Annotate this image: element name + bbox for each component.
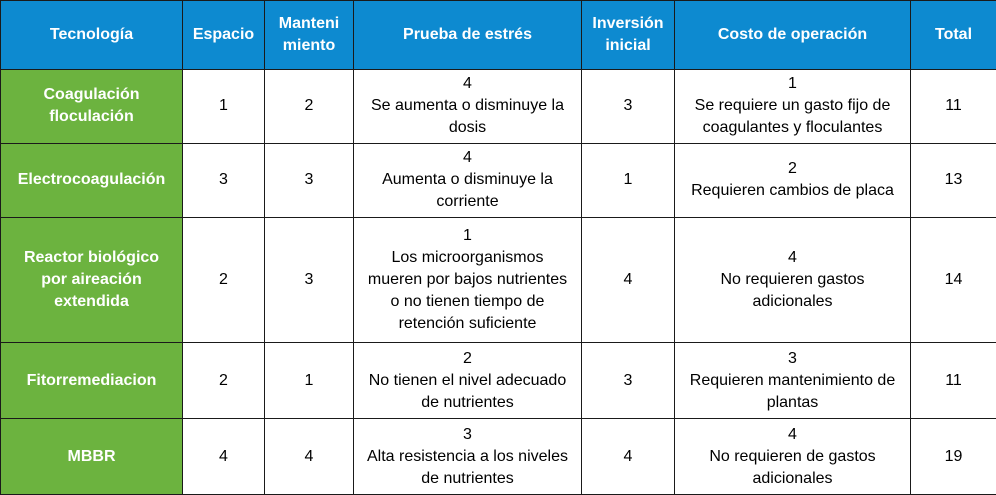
header-total xyxy=(911,1,996,70)
header-espacio-label: Espacio xyxy=(192,26,255,43)
cell-costo-line: No requieren de gastos xyxy=(709,447,876,465)
table-row xyxy=(1,70,996,144)
header-prueba-label: Prueba de estrés xyxy=(403,26,532,43)
cell-espacio: 1 xyxy=(183,70,265,144)
cell-prueba-line: Alta resistencia a los niveles xyxy=(367,447,568,465)
cell-prueba-line: retención suficiente xyxy=(398,314,537,332)
cell-total: 14 xyxy=(911,217,996,342)
cell-total: 19 xyxy=(911,419,996,495)
cell-total: 11 xyxy=(911,70,996,144)
cell-prueba-line: dosis xyxy=(448,119,487,137)
cell-prueba-line: corriente xyxy=(436,193,499,211)
cell-prueba xyxy=(354,343,582,419)
cell-mantenimiento: 2 xyxy=(265,70,354,144)
cell-tecnologia xyxy=(1,70,183,144)
cell-costo xyxy=(675,419,911,495)
cell-prueba-line: Se aumenta o disminuye la xyxy=(371,97,564,115)
cell-prueba-score: 2 xyxy=(463,349,472,367)
header-prueba xyxy=(354,1,582,70)
cell-tecnologia xyxy=(1,217,183,342)
cell-costo-line: plantas xyxy=(766,393,819,411)
cell-tecnologia-line: MBBR xyxy=(67,447,116,465)
cell-inversion: 1 xyxy=(582,143,675,217)
cell-costo-line: adicionales xyxy=(752,469,833,487)
table-row xyxy=(1,343,996,419)
cell-costo xyxy=(675,217,911,342)
cell-prueba-score: 1 xyxy=(463,226,472,244)
cell-prueba xyxy=(354,419,582,495)
header-row xyxy=(1,1,996,70)
cell-mantenimiento: 3 xyxy=(265,143,354,217)
table-row xyxy=(1,419,996,495)
cell-mantenimiento: 4 xyxy=(265,419,354,495)
cell-costo-score: 4 xyxy=(788,248,797,266)
header-tecnologia-label: Tecnología xyxy=(49,26,134,43)
cell-inversion: 4 xyxy=(582,419,675,495)
table-row xyxy=(1,143,996,217)
cell-prueba-line: de nutrientes xyxy=(421,393,514,411)
cell-costo-score: 2 xyxy=(788,160,797,178)
cell-prueba-score: 4 xyxy=(463,149,472,167)
cell-costo-line: Requieren cambios de placa xyxy=(691,182,894,200)
header-mantenimiento-line-1: Manteni xyxy=(278,15,340,32)
cell-costo-line: No requieren gastos xyxy=(720,270,865,288)
header-tecnologia xyxy=(1,1,183,70)
header-inversion xyxy=(582,1,675,70)
cell-espacio: 2 xyxy=(183,343,265,419)
cell-tecnologia-line: floculación xyxy=(49,108,134,126)
cell-total: 11 xyxy=(911,343,996,419)
header-inversion-line-1: Inversión xyxy=(592,15,664,32)
cell-tecnologia-line: Electrocoagulación xyxy=(17,171,166,189)
cell-costo xyxy=(675,143,911,217)
cell-prueba-line: Los microorganismos xyxy=(391,248,544,266)
header-mantenimiento-line-2: miento xyxy=(282,37,336,54)
cell-costo-line: coagulantes y floculantes xyxy=(702,119,883,137)
cell-mantenimiento: 3 xyxy=(265,217,354,342)
cell-tecnologia xyxy=(1,343,183,419)
cell-prueba xyxy=(354,70,582,144)
cell-costo-line: Se requiere un gasto fijo de xyxy=(694,97,891,115)
header-costo-label: Costo de operación xyxy=(717,26,868,43)
cell-espacio: 2 xyxy=(183,217,265,342)
header-total-label: Total xyxy=(934,26,973,43)
cell-costo xyxy=(675,70,911,144)
cell-prueba-score: 4 xyxy=(463,75,472,93)
cell-costo xyxy=(675,343,911,419)
cell-costo-score: 1 xyxy=(788,75,797,93)
cell-prueba-line: Aumenta o disminuye la xyxy=(382,171,553,189)
cell-tecnologia-line: por aireación xyxy=(41,270,142,288)
header-costo xyxy=(675,1,911,70)
cell-mantenimiento: 1 xyxy=(265,343,354,419)
cell-prueba xyxy=(354,217,582,342)
cell-total: 13 xyxy=(911,143,996,217)
cell-costo-score: 4 xyxy=(788,425,797,443)
cell-prueba-line: o no tienen tiempo de xyxy=(390,292,545,310)
cell-costo-line: Requieren mantenimiento de xyxy=(689,371,896,389)
cell-espacio: 3 xyxy=(183,143,265,217)
cell-inversion: 3 xyxy=(582,70,675,144)
cell-tecnologia-line: Coagulación xyxy=(43,86,140,104)
cell-prueba-line: mueren por bajos nutrientes xyxy=(367,270,568,288)
cell-tecnologia-line: extendida xyxy=(54,292,129,310)
cell-prueba-line: de nutrientes xyxy=(421,469,514,487)
cell-inversion: 3 xyxy=(582,343,675,419)
table-row xyxy=(1,217,996,342)
cell-espacio: 4 xyxy=(183,419,265,495)
cell-tecnologia-line: Fitorremediacion xyxy=(26,371,157,389)
cell-tecnologia xyxy=(1,419,183,495)
cell-prueba-score: 3 xyxy=(463,425,472,443)
cell-prueba xyxy=(354,143,582,217)
cell-tecnologia-line: Reactor biológico xyxy=(23,248,160,266)
cell-prueba-line: No tienen el nivel adecuado xyxy=(368,371,567,389)
cell-costo-score: 3 xyxy=(788,349,797,367)
header-inversion-line-2: inicial xyxy=(605,37,651,54)
cell-inversion: 4 xyxy=(582,217,675,342)
header-espacio xyxy=(183,1,265,70)
cell-tecnologia xyxy=(1,143,183,217)
header-mantenimiento xyxy=(265,1,354,70)
cell-costo-line: adicionales xyxy=(752,292,833,310)
